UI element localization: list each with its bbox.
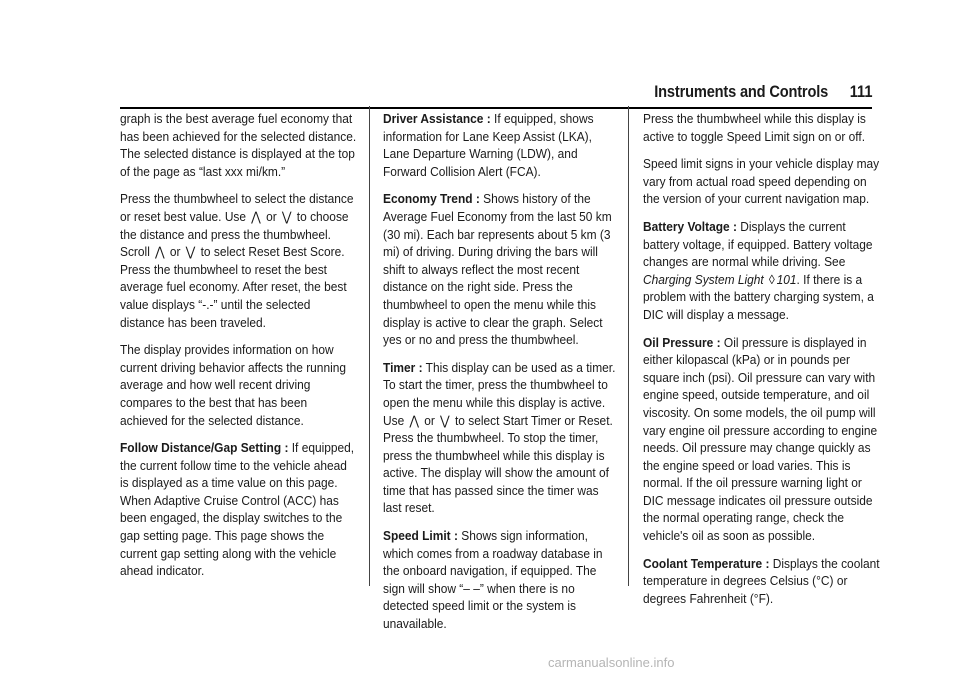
caret-up-icon: ⋀ [251,208,261,224]
caret-down-icon: ⋁ [440,412,450,428]
caret-down-icon: ⋁ [281,208,292,224]
term-label: Economy Trend : [383,191,480,207]
paragraph: Press the thumbwheel to select the distance or reset best value. Use ⋀ or ⋁ to choose the distance and press the thumbwheel. Scroll ⋀ or ⋁ to select Reset Best Score. Press the thumbwheel to reset the best average fuel economy. After reset, the best value displays “-.-” until the selected distance has been traveled. [120,191,354,330]
caret-up-icon: ⋀ [409,412,420,428]
paragraph: Timer : This display can be used as a timer. To start the timer, press the thumbwheel to open the menu while this display is active. Use ⋀ or ⋁ to select Start Timer or Reset. Press the thumbwheel. To stop the timer, press the thumbwheel while this display is active. The display will show the amount of time that has passed since the timer was last reset. [383,359,616,516]
column-right [643,110,879,617]
term-label: Battery Voltage : [643,218,737,234]
caret-up-icon: ⋀ [154,244,165,260]
cross-reference-link[interactable]: Charging System Light [643,271,764,287]
section-title: Instruments and Controls [654,82,828,101]
paragraph: Speed Limit : Shows sign information, which comes from a roadway database in the onboard navigation, if equipped. The sign will show “– –” when there is no detected speed limit or the system is unavailable. [383,528,603,632]
paragraph: Economy Trend : Shows history of the Average Fuel Economy from the last 50 km (30 mi). Each bar represents about 5 km (3 mi) of driving. During driving the bars will shift to always reflect the most recent distance on the right side. Press the thumbwheel to open the menu while this display is active to clear the graph. Select yes or no and press the thumbwheel. [383,191,612,348]
column-divider [369,106,370,586]
term-label: Speed Limit : [383,528,458,544]
term-label: Driver Assistance : [383,111,491,126]
paragraph: The display provides information on how current driving behavior affects the running average and how well recent driving compares to the best that has been achieved for the selected distance. [120,342,347,428]
column-middle [383,110,619,643]
page-reference-icon: ◊ [768,271,775,287]
paragraph: Follow Distance/Gap Setting : If equipped, the current follow time to the vehicle ahead is displayed as a time value on this page. When Adaptive Cruise Control (ACC) has been engaged, the display switches to the gap setting page. This page shows the current gap setting along with the vehicle ahead indicator. [120,440,355,579]
term-label: Coolant Temperature : [643,555,770,571]
paragraph: graph is the best average fuel economy that has been achieved for the selected distance. The selected distance is displayed at the top of the page as “last xxx mi/km.” [120,111,357,179]
header-rule [120,107,872,109]
column-divider [628,106,629,586]
paragraph: Oil Pressure : Oil pressure is displayed in either kilopascal (kPa) or in pounds per square inch (psi). Oil pressure can vary with engine speed, outside temperature, and oil viscosity. On some models, the oil pump will vary engine oil pressure according to engine needs. Oil pressure may change quickly as the engine speed or load varies. This is normal. If the oil pressure warning light or DIC message indicates oil pressure outside the normal operating range, check the vehicle's oil as soon as possible. [643,334,878,544]
column-left [120,110,356,590]
paragraph: Speed limit signs in your vehicle display may vary from actual road speed depending on the version of your current navigation map. [643,156,880,207]
paragraph: Battery Voltage : Displays the current battery voltage, if equipped. Battery voltage changes are normal while driving. See Charging System Light ◊ 101. If there is a problem with the battery charging system, a DIC will display a message. [643,218,874,322]
paragraph: Driver Assistance : If equipped, shows information for Lane Keep Assist (LKA), Lane Departure Warning (LDW), and Forward Collision Alert (FCA). [383,111,594,179]
paragraph: Press the thumbwheel while this display is active to toggle Speed Limit sign on or off. [643,111,866,144]
caret-down-icon: ⋁ [185,244,196,260]
reference-page-number[interactable]: 101 [776,271,797,287]
page-number: 111 [849,82,872,101]
term-label: Oil Pressure : [643,334,721,350]
page-header [120,82,872,106]
term-label: Timer : [383,359,423,375]
paragraph: Coolant Temperature : Displays the coolant temperature in degrees Celsius (°C) or degrees Fahrenheit (°F). [643,555,880,606]
watermark: carmanualsonline.info [548,655,675,670]
term-label: Follow Distance/Gap Setting : [120,440,289,456]
